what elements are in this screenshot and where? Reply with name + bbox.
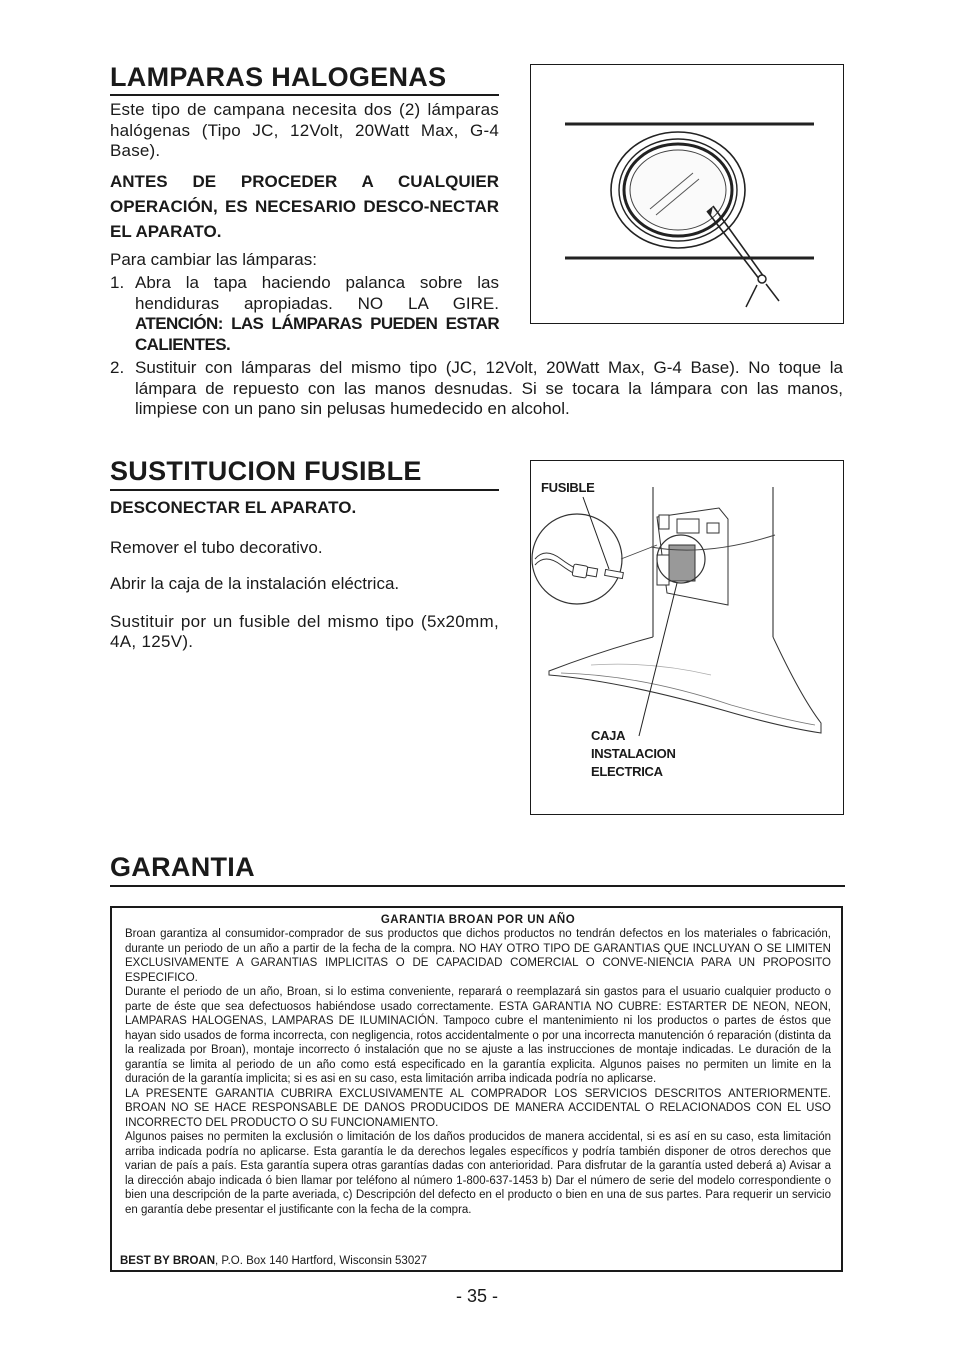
fuse-replacement-figure — [530, 460, 844, 815]
halogen-title-rule — [110, 94, 499, 96]
warranty-address-street: , P.O. Box 140 Hartford, Wisconsin 53027 — [215, 1255, 428, 1267]
fuse-step-3: Sustituir por un fusible del mismo tipo (5x20mm, 4A, 125V). — [110, 611, 499, 651]
warranty-address-company: BEST BY BROAN — [120, 1255, 215, 1267]
halogen-steps-bottom — [110, 358, 843, 420]
electrical-box-label-line-3: ELECTRICA — [591, 764, 663, 779]
fuse-step-1: Remover el tubo decorativo. — [110, 537, 323, 557]
halogen-left-column — [110, 100, 499, 355]
fuse-title-rule — [110, 489, 499, 491]
step-number: 2. — [110, 358, 125, 377]
electrical-box-label-line-1: CAJA — [591, 728, 626, 743]
warranty-address — [120, 1254, 427, 1268]
warranty-paragraph-2: Durante el periodo de un año, Broan, si lo estima conveniente, reparará o reemplazará sin gastos para el usuario cualquier producto o parte de éste que sea defectuosos habiéndose usado correctamente. ESTA GARANTIA NO CUBRE: ESTARTER DE NEON, NEON, LAMPARAS HALOGENAS, LAMPARAS DE ILUMINACIÓN. Tampoco cubre el mantenimiento ni los productos o partes de éstos que hayan sido usados de forma incorrecta, con negligencia, rotos accidentalmente o por una incorrecta manutención ó reparación (distinta da la realizada por Broan), montaje incorrecto ó instalación que no se ajuste a las instrucciones de montaje indicadas. Le duración de la garantía se limita al periodo de un año como está especificado en la garantía explicita. Algunos paises no permiten un limite en la duración de la garantía implicita; si es asi en su caso, esta limitación arriba indicada podría no aplicarse. — [125, 986, 831, 1085]
step-caution: ATENCIÓN: LAS LÁMPARAS PUEDEN ESTAR CALIENTES. — [135, 314, 499, 354]
fuse-step-2: Abrir la caja de la instalación eléctrica. — [110, 574, 400, 593]
warranty-section-title: GARANTIA — [110, 852, 255, 882]
warranty-paragraph-4: Algunos paises no permiten la exclusión o limitación de los daños producidos de manera accidental, si es así en su caso, esta limitación arriba indicada podría no aplicarse. Esta garantía le da derechos legales específicos y podría también disponer de otros derechos que varian de país a país. Esta garantía supera otras garantías dadas con anterioridad. Para disfrutar de la garantía usted deberá a) Avisar a la dirección abajo indicada ó bien llamar por teléfono al número 1-800-637-1453 b) Dar el número de serie del modelo correspondiente o bien una descripción de la parte averiada, c) Descripción del defecto en el producto o bien en una de sus partes. Para requerir un servicio en garantía debe presentar el justificante con la fecha de la compra. — [125, 1131, 831, 1216]
halogen-steps-top — [110, 273, 499, 355]
halogen-step-2 — [110, 358, 843, 420]
warranty-box-title: GARANTIA BROAN POR UN AÑO — [380, 914, 576, 926]
halogen-intro: Este tipo de campana necesita dos (2) lámparas halógenas (Tipo JC, 12Volt, 20Watt Max, G-4 Base). — [110, 100, 499, 160]
halogen-step-1 — [110, 273, 499, 355]
step-text: Sustituir con lámparas del mismo tipo (JC, 12Volt, 20Watt Max, G-4 Base). No toque la lámpara de repuesto con las manos desnudas. Si se tocara la lámpara con las manos, limpiese con un pano sin pelusas humedecido en alcohol. — [135, 358, 843, 418]
fuse-left-column — [110, 498, 499, 653]
fuse-label: FUSIBLE — [541, 480, 595, 495]
halogen-lead: Para cambiar las lámparas: — [110, 249, 317, 269]
halogen-section-title: LAMPARAS HALOGENAS — [110, 62, 447, 92]
step-text: Abra la tapa haciendo palanca sobre las hendiduras apropiadas. NO LA GIRE. — [135, 273, 499, 313]
warranty-paragraph-3: LA PRESENTE GARANTIA CUBRIRA EXCLUSIVAMENTE AL COMPRADOR LOS SERVICIOS DESCRITOS ANTERIORMENTE. BROAN NO SE HACE RESPONSABLE DE DANOS PRODUCIDOS DE MANERA ACCIDENTAL O RELACIONADOS CON EL USO INCORRECTO DEL PRODUCTO O SU FUNCIONAMIENTO. — [125, 1087, 831, 1129]
lamp-cover-illustration — [531, 65, 843, 323]
fuse-warning: DESCONECTAR EL APARATO. — [110, 498, 357, 517]
warranty-title-rule — [110, 885, 845, 887]
hood-electrical-box-illustration — [531, 461, 843, 814]
electrical-box-label-line-2: INSTALACION — [591, 746, 676, 761]
electrical-box-label — [591, 727, 676, 781]
halogen-lamp-figure — [530, 64, 844, 324]
page-number: - 35 - — [455, 1286, 498, 1306]
warranty-box — [110, 906, 843, 1272]
halogen-warning: ANTES DE PROCEDER A CUALQUIER OPERACIÓN, ES NECESARIO DESCO-NECTAR EL APARATO. — [110, 171, 499, 241]
fuse-section-title: SUSTITUCION FUSIBLE — [110, 456, 422, 486]
warranty-paragraph-1: Broan garantiza al consumidor-comprador de sus productos que dichos productos no tendrán defectos en los materiales o fabricación, durante un periodo de un año a partir de la fecha de la compra. NO HAY OTRO TIPO DE GARANTIAS QUE INCLUYAN O SE LIMITEN EXCLUSIVAMENTE A GARANTIAS IMPLICITAS O DE CAPACIDAD COMERCIAL O CONVE-NIENCIA PARA UN PROPOSITO ESPECIFICO. — [125, 928, 831, 984]
step-number: 1. — [110, 273, 125, 292]
